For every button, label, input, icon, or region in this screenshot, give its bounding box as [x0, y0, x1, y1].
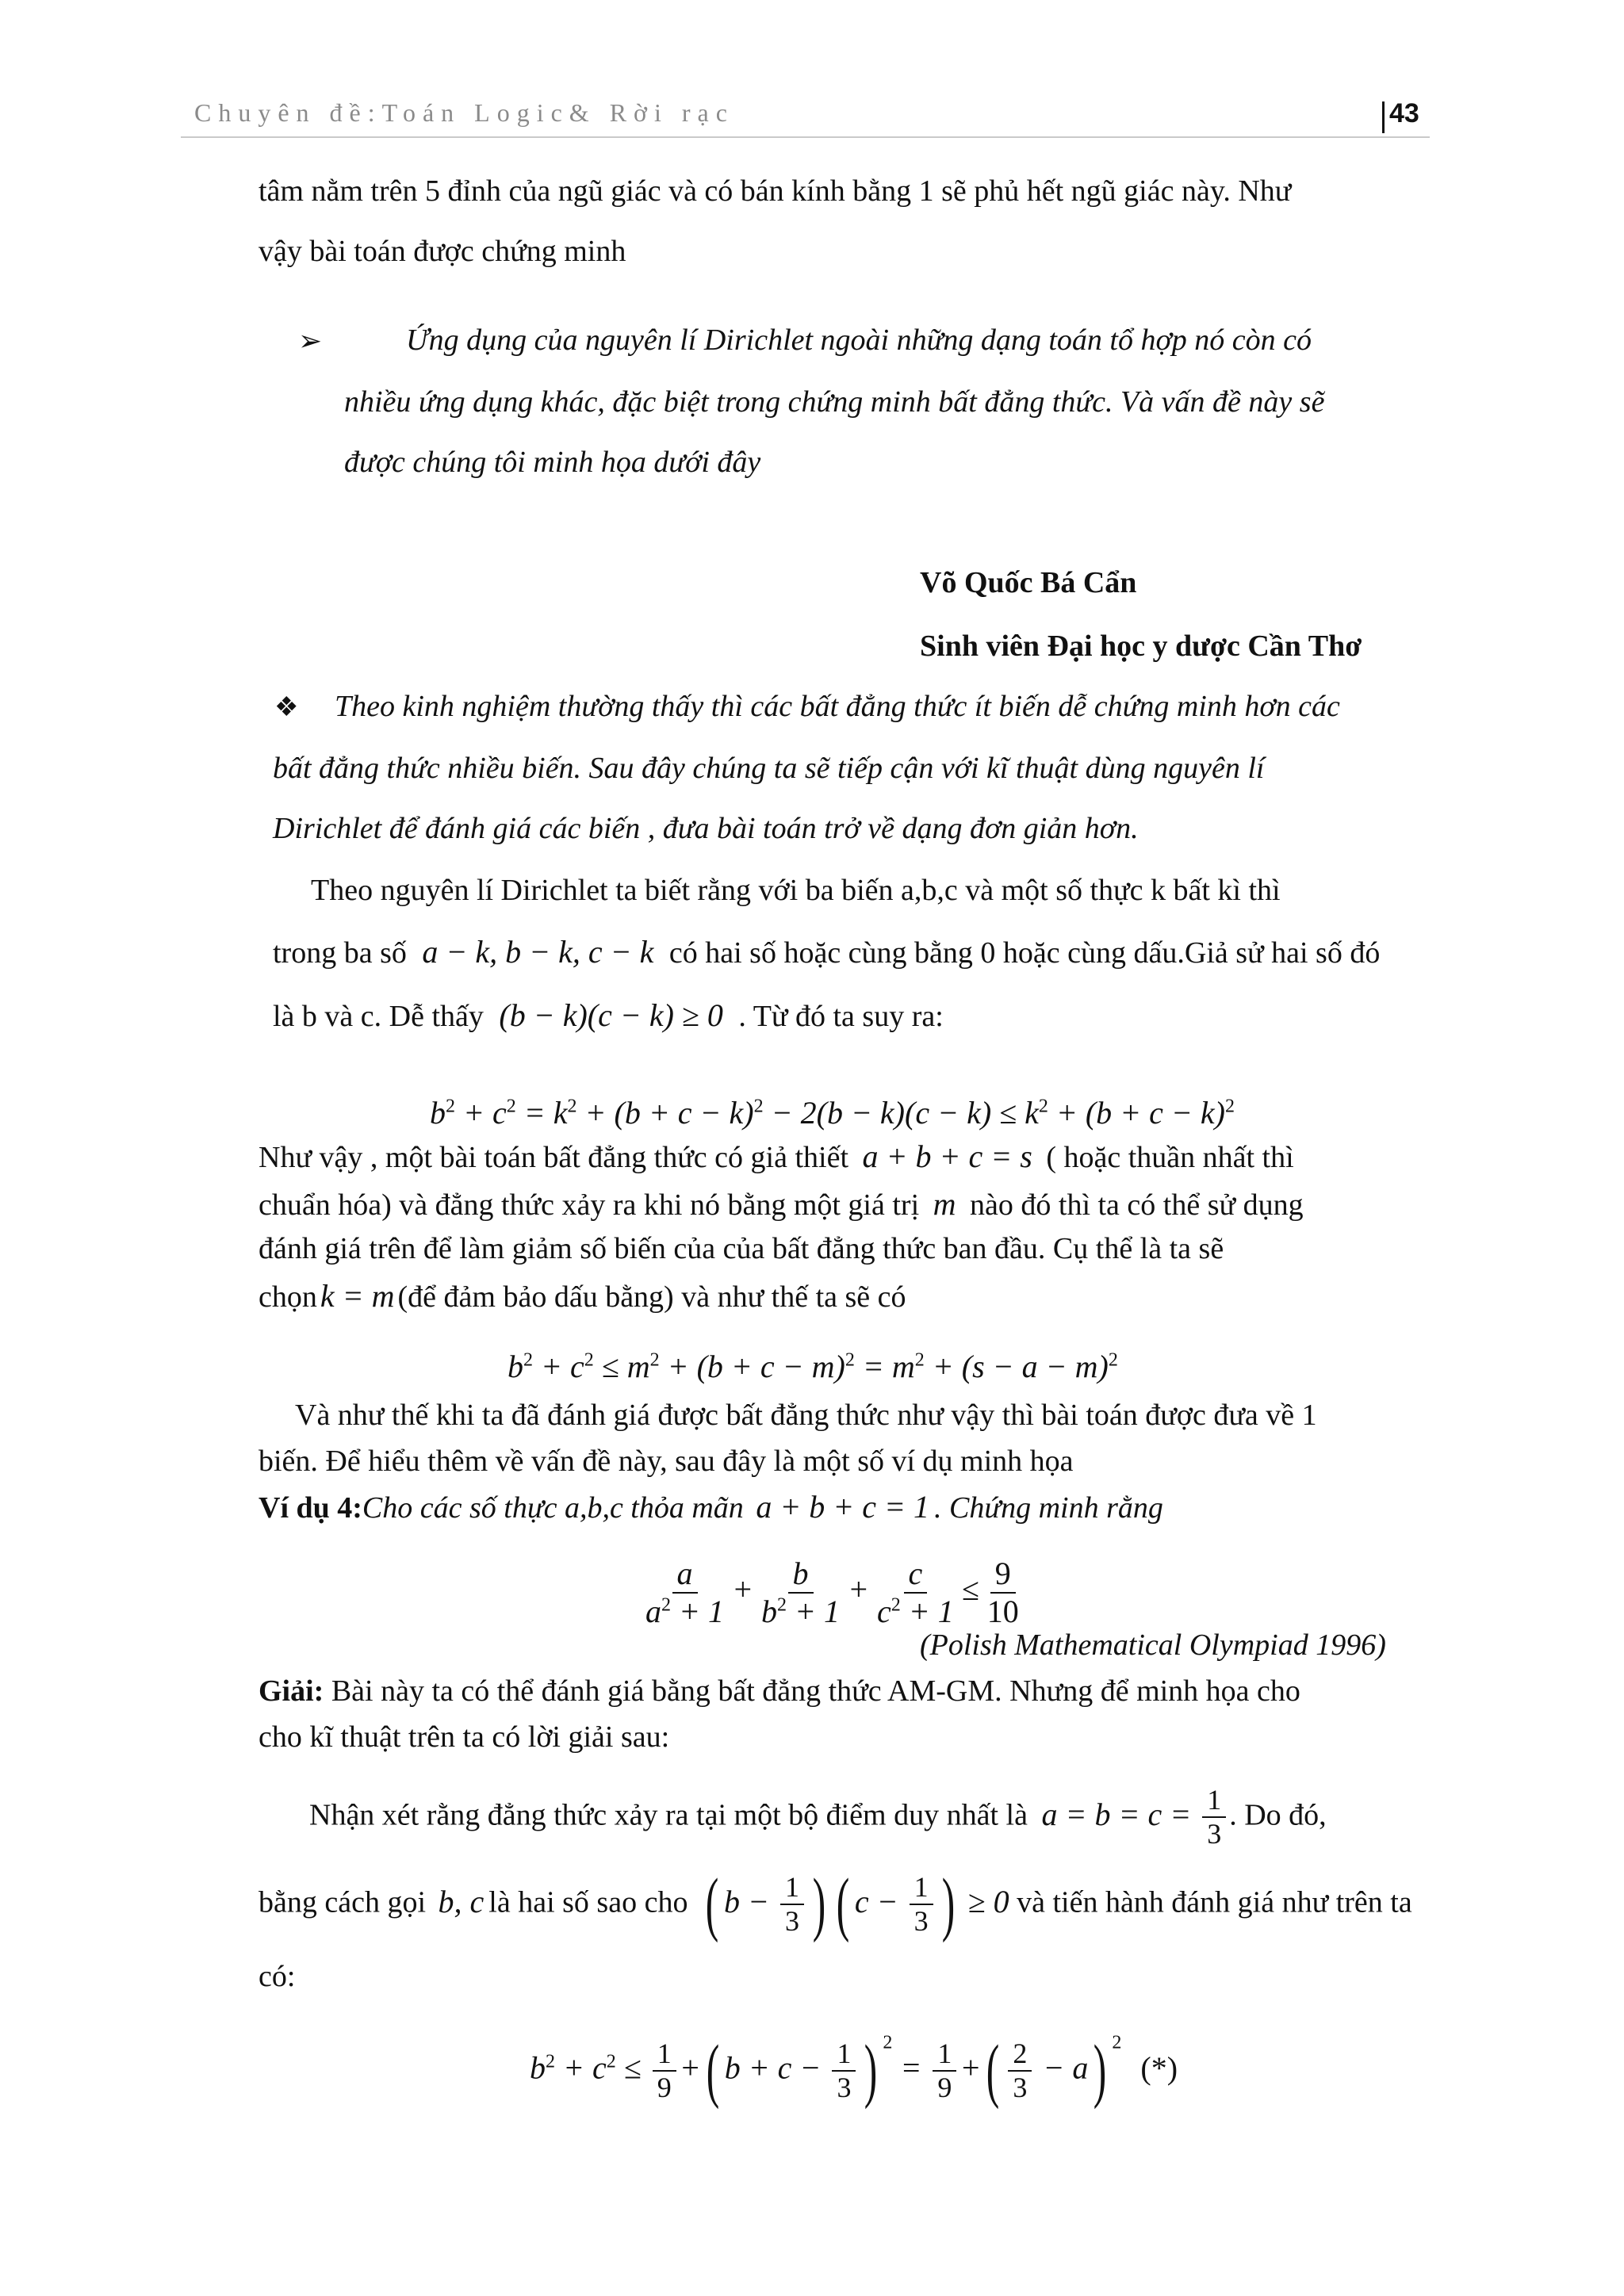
nhu-line	[259, 1137, 1294, 1177]
va-line: biến. Để hiểu thêm về vấn đề này, sau đây là một số ví dụ minh họa	[259, 1445, 1074, 1478]
author-name: Võ Quốc Bá Cẩn	[920, 566, 1137, 599]
nhu-text: Như vậy , một bài toán bất đẳng thức có giả thiết	[259, 1141, 849, 1174]
paragraph-line: vậy bài toán được chứng minh	[259, 235, 626, 268]
intro-line: bất đẳng thức nhiều biến. Sau đây chúng ta sẽ tiếp cận với kĩ thuật dùng nguyên lí	[273, 752, 1265, 785]
example-label: Ví dụ 4:	[259, 1491, 362, 1525]
nhu-line: đánh giá trên để làm giảm số biến của của bất đẳng thức ban đầu. Cụ thể là ta sẽ	[259, 1232, 1224, 1265]
inline-math: a = b = c = $\frac{1}{3}$	[1041, 1797, 1229, 1832]
equation-tag: (*)	[1140, 2049, 1178, 2086]
inline-math: a + b + c = 1	[756, 1489, 930, 1525]
diamond-bullet-icon: ❖	[274, 693, 299, 722]
bang-text: và tiến hành đánh giá như trên ta	[1017, 1885, 1412, 1919]
solution-line	[259, 1673, 1300, 1711]
paragraph-line: tâm nằm trên 5 đỉnh của ngũ giác và có bán kính bằng 1 sẽ phủ hết ngũ giác này. Như	[259, 174, 1292, 208]
bang-text: là hai số sao cho	[488, 1885, 688, 1919]
display-equation-star: $b^2 + c^2$ ≤ $\frac{1}{9}$ +( b + c − $\frac{1}{3}$ ) $^2$ = $\frac{1}{9}$ +( $\frac{2}{3}$ − a) $^2$ (*)	[530, 2031, 1178, 2110]
inline-math: a + b + c = s	[862, 1138, 1032, 1174]
bang-line	[259, 1865, 1412, 1944]
theo-text: có hai số hoặc cùng bằng 0 hoặc cùng dấu.Giả sử hai số đó	[668, 936, 1381, 970]
header-rule	[181, 136, 1430, 138]
inline-math: b, c	[438, 1883, 485, 1919]
nhu-text: (để đảm bảo dấu bằng) và như thế ta sẽ có	[397, 1280, 906, 1314]
running-header: Chuyên đề:Toán Logic& Rời rạc	[194, 98, 734, 127]
intro-line: Dirichlet để đánh giá các biến , đưa bài toán trở về dạng đơn giản hơn.	[273, 812, 1139, 845]
nhanxet-text: . Do đó,	[1229, 1798, 1327, 1832]
nhu-line	[259, 1276, 906, 1317]
nhu-text: chọn	[259, 1280, 317, 1314]
author-affiliation: Sinh viên Đại học y dược Cần Thơ	[920, 629, 1362, 663]
example-text: . Chứng minh rằng	[934, 1491, 1163, 1525]
bang-text: bằng cách gọi	[259, 1885, 427, 1919]
solution-text: Bài này ta có thể đánh giá bằng bất đẳng thức AM-GM. Nhưng để minh họa cho	[331, 1674, 1300, 1708]
display-equation: $b^2 + c^2 = k^2 + (b + c - k)^2 - 2(b - k)(c - k) \le k^2 + (b + c - k)^2$	[430, 1095, 1235, 1131]
theo-line	[273, 996, 944, 1036]
bullet-arrow-icon: ➢	[298, 325, 323, 357]
bullet-line: nhiều ứng dụng khác, đặc biệt trong chứng minh bất đẳng thức. Và vấn đề này sẽ	[344, 385, 1325, 419]
example-text: Cho các số thực a,b,c thỏa mãn	[362, 1491, 744, 1525]
inline-math: a − k, b − k, c − k	[422, 934, 654, 970]
va-line: Và như thế khi ta đã đánh giá được bất đẳng thức như vậy thì bài toán được đưa về 1	[295, 1399, 1317, 1432]
nhu-text: chuẩn hóa) và đẳng thức xảy ra khi nó bằng một giá trị	[259, 1188, 920, 1222]
inline-math: k = m	[320, 1278, 395, 1314]
co-line: có:	[259, 1960, 296, 1993]
bullet-line: Ứng dụng của nguyên lí Dirichlet ngoài những dạng toán tổ hợp nó còn có	[406, 323, 1312, 357]
inline-math: m	[933, 1186, 956, 1222]
page-number-bar	[1382, 101, 1385, 133]
display-equation: $\frac{a}{a^2 + 1}$ + $\frac{b}{b^2 + 1}$ + $\frac{c}{c^2 + 1}$ ≤ $\frac{9}{10}$	[645, 1556, 1019, 1629]
inline-math: ( b − $\frac{1}{3}$ ) ( c − $\frac{1}{3}$ ) ≥ 0	[705, 1865, 1009, 1944]
solution-label: Giải:	[259, 1674, 324, 1708]
nhu-text: ( hoặc thuần nhất thì	[1046, 1141, 1294, 1174]
nhu-line	[259, 1184, 1304, 1225]
theo-line	[273, 932, 1380, 973]
nhu-text: nào đó thì ta có thể sử dụng	[970, 1188, 1304, 1222]
nhanxet-text: Nhận xét rằng đẳng thức xảy ra tại một bộ điểm duy nhất là	[309, 1798, 1028, 1832]
source-citation: (Polish Mathematical Olympiad 1996)	[920, 1628, 1386, 1662]
theo-line: Theo nguyên lí Dirichlet ta biết rằng với ba biến a,b,c và một số thực k bất kì thì	[311, 874, 1281, 907]
nhanxet-line	[309, 1784, 1327, 1851]
theo-text: . Từ đó ta suy ra:	[738, 1000, 944, 1033]
example-heading	[259, 1487, 1163, 1528]
display-equation: $b^2 + c^2 \le m^2 + (b + c - m)^2 = m^2 + (s - a - m)^2$	[508, 1349, 1118, 1384]
theo-text: là b và c. Dễ thấy	[273, 1000, 484, 1033]
solution-line: cho kĩ thuật trên ta có lời giải sau:	[259, 1720, 670, 1754]
page-number: 43	[1389, 98, 1419, 128]
theo-text: trong ba số	[273, 936, 407, 970]
inline-math: (b − k)(c − k) ≥ 0	[499, 997, 723, 1033]
intro-line: Theo kinh nghiệm thường thấy thì các bất đẳng thức ít biến dễ chứng minh hơn các	[335, 690, 1340, 723]
bullet-line: được chúng tôi minh họa dưới đây	[344, 446, 761, 479]
